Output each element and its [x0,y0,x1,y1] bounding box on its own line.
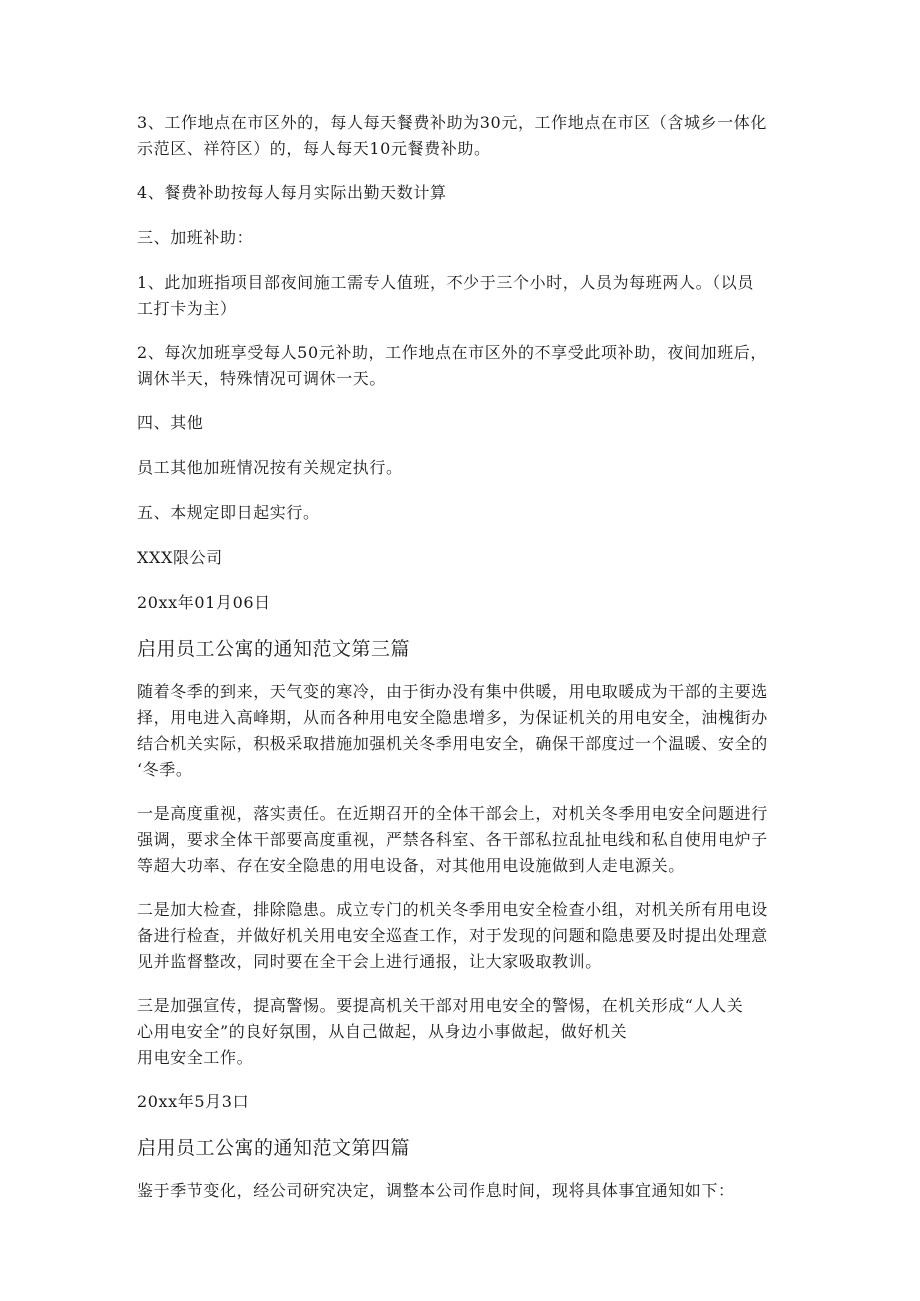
paragraph-effective: 五、本规定即日起实行。 [137,503,320,522]
text-line: 择，用电进入高峰期，从而各种用电安全隐患增多，为保证机关的用电安全，油槐街办 [137,708,768,727]
text-line: 用电安全工作。 [137,1048,254,1067]
text-line: 等超大功率、存在安全隐患的用电设备，对其他用电设施做到人走电源关。 [137,856,685,875]
paragraph-winter-intro [137,679,787,783]
paragraph-overtime-1 [137,270,787,322]
paragraph-meal-subsidy-3 [137,110,787,162]
section-heading-other: 四、其他 [137,413,204,432]
text-line: 工打卡为主） [137,299,237,318]
text-line: 调休半天，特殊情况可调休一天。 [137,369,387,388]
text-line: 随着冬季的到来，天气变的寒冷，由于街办没有集中供暖，用电取暖成为干部的主要选 [137,682,768,701]
section-heading-overtime: 三、加班补助： [137,228,254,247]
company-name: XXX限公司 [137,548,223,567]
text-line: 心用电安全”的良好氛围，从自己做起，从身边小事做起，做好机关 [137,1022,628,1041]
text-line: 2、每次加班享受每人50元补助，工作地点在市区外的不享受此项补助，夜间加班后， [137,343,767,362]
text-line: 示范区、祥符区）的，每人每天10元餐费补助。 [137,139,491,158]
paragraph-schedule-intro: 鉴于季节变化，经公司研究决定，调整本公司作息时间，现将具体事宜通知如下： [137,1181,735,1200]
text-line: 见并监督整改，同时要在全干会上进行通报，让大家吸取教训。 [137,952,602,971]
text-line: ‘冬季。 [137,760,193,779]
text-line: 1、此加班指项目部夜间施工需专人值班，不少于三个小时，人员为每班两人。（以员 [137,273,754,292]
text-line: 结合机关实际，积极采取措施加强机关冬季用电安全，确保干部度过一个温暖、安全的 [137,734,768,753]
text-line: 3、工作地点在市区外的，每人每天餐费补助为30元，工作地点在市区（含城乡一体化 [137,113,767,132]
text-line: 二是加大检查，排除隐患。成立专门的机关冬季用电安全检查小组，对机关所有用电设 [137,900,768,919]
document-date: 20xx年01月06日 [137,593,271,612]
document-date-2: 20xx年5月3口 [137,1092,250,1111]
text-line: 备进行检查，并做好机关用电安全巡查工作，对于发现的问题和隐患要及时提出处理意 [137,926,768,945]
paragraph-point-2 [137,897,787,975]
article-title-3: 启用员工公寓的通知范文第三篇 [137,638,411,660]
paragraph-meal-subsidy-4: 4、餐费补助按每人每月实际出勤天数计算 [137,183,447,202]
document-page [137,110,787,1223]
article-title-4: 启用员工公寓的通知范文第四篇 [137,1137,411,1159]
paragraph-point-1 [137,801,787,879]
paragraph-point-3 [137,993,787,1071]
text-line: 一是高度重视，落实责任。在近期召开的全体干部会上，对机关冬季用电安全问题进行 [137,804,768,823]
paragraph-other: 员工其他加班情况按有关规定执行。 [137,458,403,477]
text-line: 三是加强宣传，提高警惕。要提高机关干部对用电安全的警惕，在机关形成“人人关 [137,996,744,1015]
text-line: 强调，要求全体干部要高度重视，严禁各科室、各干部私拉乱扯电线和私自使用电炉子 [137,830,768,849]
paragraph-overtime-2 [137,340,787,392]
